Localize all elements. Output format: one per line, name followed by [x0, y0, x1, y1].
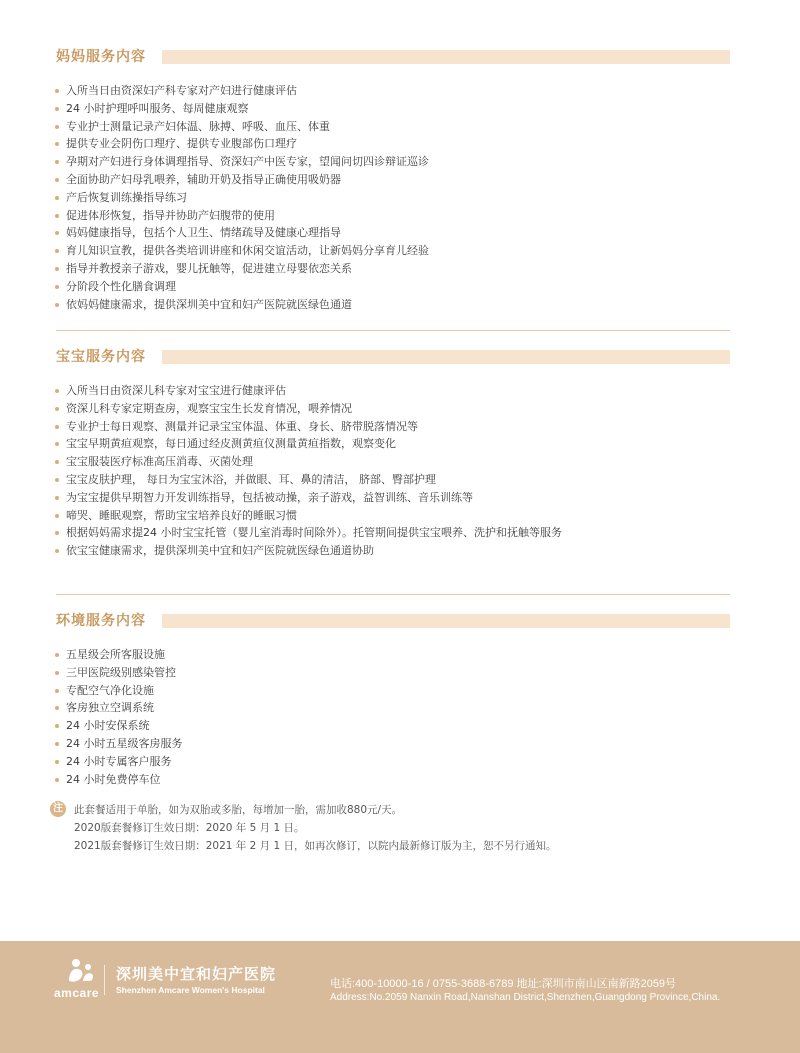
bullet-dot-icon [55, 425, 59, 429]
bullet-dot-icon [55, 285, 59, 289]
section-title: 宝宝服务内容 [56, 346, 154, 368]
environment-services-section [56, 610, 730, 788]
list-item [56, 735, 730, 753]
list-item-text: 全面协助产妇母乳喂养，辅助开奶及指导正确使用吸奶器 [66, 172, 341, 186]
list-item [56, 100, 730, 118]
mother-services-section [56, 46, 730, 313]
section-title: 妈妈服务内容 [56, 46, 154, 68]
list-item-text: 24 小时免费停车位 [66, 772, 161, 786]
list-item [56, 207, 730, 225]
logo-english-name: amcare [54, 986, 100, 1000]
contact-info: 电话:400-10000-16 / 0755-3688-6789 地址:深圳市南山区南新路2059号 [330, 978, 677, 990]
list-item-text: 资深儿科专家定期查房，观察宝宝生长发育情况，喂养情况 [66, 401, 352, 415]
list-item [56, 489, 730, 507]
list-item-text: 啼哭、睡眠观察，帮助宝宝培养良好的睡眠习惯 [66, 508, 297, 522]
bullet-dot-icon [55, 549, 59, 553]
bullet-dot-icon [55, 724, 59, 728]
list-item-text: 专业护士测量记录产妇体温、脉搏、呼吸、血压、体重 [66, 119, 330, 133]
list-item-text: 宝宝服装医疗标准高压消毒、灭菌处理 [66, 455, 253, 469]
list-item-text: 育儿知识宣教，提供各类培训讲座和休闲交谊活动，让新妈妈分享育儿经验 [66, 244, 429, 258]
list-item-text: 依妈妈健康需求，提供深圳美中宜和妇产医院就医绿色通道 [66, 297, 352, 311]
list-item [56, 542, 730, 560]
list-item [56, 664, 730, 682]
bullet-dot-icon [55, 160, 59, 164]
list-item [56, 400, 730, 418]
logo-mother-baby-icon [66, 957, 96, 983]
bullet-dot-icon [55, 478, 59, 482]
divider [56, 594, 730, 595]
list-item-text: 提供专业会阴伤口理疗、提供专业腹部伤口理疗 [66, 137, 297, 151]
list-item [56, 753, 730, 771]
service-list [56, 646, 730, 788]
list-item [56, 771, 730, 789]
section-header [56, 346, 730, 368]
list-item-text: 24 小时护理呼叫服务、每周健康观察 [66, 101, 249, 115]
note-line: 2021版套餐修订生效日期：2021 年 2 月 1 日，如再次修订，以院内最新修订版为主，恕不另行通知。 [74, 840, 557, 852]
list-item-text: 24 小时专属客户服务 [66, 754, 172, 768]
list-item [56, 118, 730, 136]
footer [0, 941, 800, 1053]
list-item-text: 入所当日由资深儿科专家对宝宝进行健康评估 [66, 384, 286, 397]
bullet-dot-icon [55, 653, 59, 657]
list-item-text: 孕期对产妇进行身体调理指导、资深妇产中医专家，望闻问切四诊辩证巡诊 [66, 155, 429, 169]
list-item [56, 507, 730, 525]
list-item [56, 171, 730, 189]
logo-separator [104, 965, 105, 995]
list-item [56, 418, 730, 436]
list-item [56, 453, 730, 471]
list-item [56, 260, 730, 278]
list-item-text: 24 小时安保系统 [66, 719, 150, 733]
list-item-text: 五星级会所客服设施 [66, 648, 165, 661]
bullet-dot-icon [55, 496, 59, 500]
bullet-dot-icon [55, 303, 59, 307]
list-item [56, 524, 730, 542]
list-item [56, 471, 730, 489]
bullet-dot-icon [55, 142, 59, 146]
baby-services-section [56, 346, 730, 560]
bullet-dot-icon [55, 760, 59, 764]
list-item-text: 宝宝皮肤护理， 每日为宝宝沐浴，并做眼、耳、鼻的清洁， 脐部、臀部护理 [66, 472, 436, 486]
list-item [56, 435, 730, 453]
list-item-text: 妈妈健康指导，包括个人卫生、情绪疏导及健康心理指导 [66, 226, 341, 240]
list-item [56, 646, 730, 664]
service-list [56, 382, 730, 560]
list-item-text: 促进体形恢复，指导并协助产妇腹带的使用 [66, 208, 275, 222]
list-item-text: 客房独立空调系统 [66, 701, 154, 715]
section-title: 环境服务内容 [56, 610, 154, 632]
hospital-name-en: Shenzhen Amcare Women's Hospital [116, 985, 265, 995]
list-item-text: 专配空气净化设施 [66, 683, 154, 697]
list-item-text: 入所当日由资深妇产科专家对产妇进行健康评估 [66, 84, 297, 97]
bullet-dot-icon [55, 249, 59, 253]
section-header [56, 46, 730, 68]
service-list [56, 82, 730, 313]
bullet-dot-icon [55, 671, 59, 675]
section-header [56, 610, 730, 632]
bullet-dot-icon [55, 89, 59, 93]
bullet-dot-icon [55, 531, 59, 535]
bullet-dot-icon [55, 778, 59, 782]
bullet-dot-icon [55, 706, 59, 710]
list-item [56, 296, 730, 314]
list-item-text: 为宝宝提供早期智力开发训练指导，包括被动操，亲子游戏，益智训练、音乐训练等 [66, 490, 473, 504]
list-item-text: 产后恢复训练操指导练习 [66, 190, 187, 204]
list-item-text: 依宝宝健康需求，提供深圳美中宜和妇产医院就医绿色通道协助 [66, 544, 374, 558]
bullet-dot-icon [55, 196, 59, 200]
note-badge: 注 [50, 801, 66, 817]
list-item-text: 指导并教授亲子游戏，婴儿抚触等，促进建立母婴依恋关系 [66, 261, 352, 275]
list-item [56, 242, 730, 260]
bullet-dot-icon [55, 442, 59, 446]
bullet-dot-icon [55, 125, 59, 129]
list-item [56, 699, 730, 717]
bullet-dot-icon [55, 107, 59, 111]
list-item [56, 717, 730, 735]
note-line: 此套餐适用于单胎，如为双胎或多胎，每增加一胎，需加收880元/天。 [74, 804, 403, 816]
list-item-text: 分阶段个性化膳食调理 [66, 279, 176, 293]
hospital-name-cn: 深圳美中宜和妇产医院 [116, 965, 277, 983]
bullet-dot-icon [55, 460, 59, 464]
list-item [56, 224, 730, 242]
hospital-logo [54, 957, 294, 1007]
bullet-dot-icon [55, 178, 59, 182]
note-line: 2020版套餐修订生效日期：2020 年 5 月 1 日。 [74, 822, 305, 834]
list-item [56, 382, 730, 400]
list-item-text: 根据妈妈需求提24 小时宝宝托管（婴儿室消毒时间除外）。托管期间提供宝宝喂养、洗护和抚触等服务 [66, 526, 562, 540]
list-item [56, 82, 730, 100]
bullet-dot-icon [55, 231, 59, 235]
list-item-text: 专业护士每日观察、测量并记录宝宝体温、体重、身长、脐带脱落情况等 [66, 419, 418, 433]
divider [56, 330, 730, 331]
list-item-text: 三甲医院级别感染管控 [66, 665, 176, 679]
bullet-dot-icon [55, 689, 59, 693]
bullet-dot-icon [55, 514, 59, 518]
section-header-bar [162, 50, 730, 64]
list-item [56, 278, 730, 296]
list-item [56, 682, 730, 700]
bullet-dot-icon [55, 407, 59, 411]
section-header-bar [162, 614, 730, 628]
bullet-dot-icon [55, 214, 59, 218]
address-info: Address:No.2059 Nanxin Road,Nanshan District,Shenzhen,Guangdong Province,China. [330, 992, 721, 1003]
list-item-text: 宝宝早期黄疸观察，每日通过经皮测黄疸仪测量黄疸指数，观察变化 [66, 437, 396, 451]
list-item [56, 135, 730, 153]
section-header-bar [162, 350, 730, 364]
bullet-dot-icon [55, 742, 59, 746]
bullet-dot-icon [55, 267, 59, 271]
list-item [56, 153, 730, 171]
list-item-text: 24 小时五星级客房服务 [66, 736, 183, 750]
list-item [56, 189, 730, 207]
bullet-dot-icon [55, 389, 59, 393]
